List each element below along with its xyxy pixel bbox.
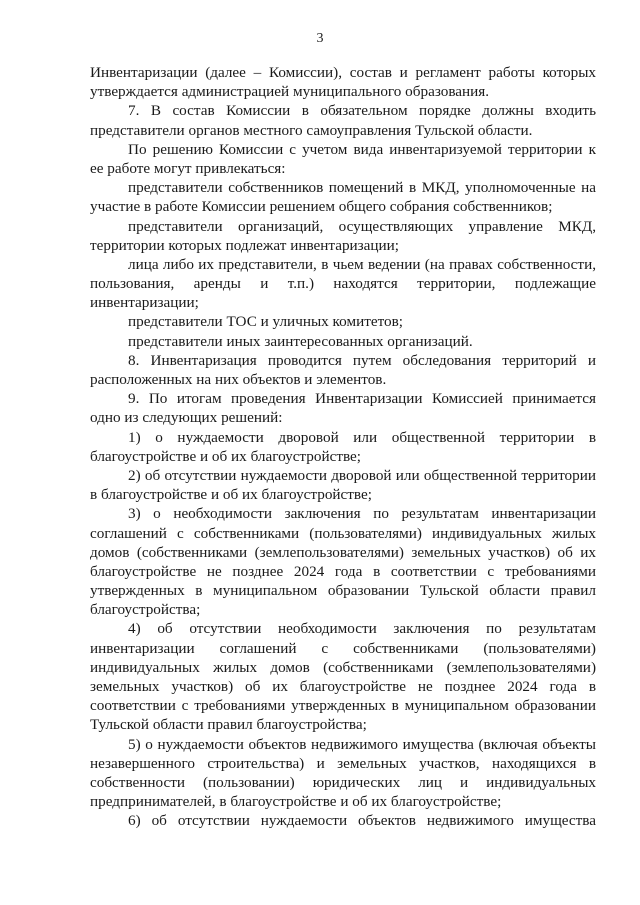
- text-line: ее работе могут привлекаться:: [90, 159, 286, 177]
- text-line: лица либо их представители, в чьем ведении (на правах собственности,: [128, 255, 596, 273]
- text-line: Тульской области правил благоустройства;: [90, 716, 367, 734]
- text-line: 9. По итогам проведения Инвентаризации Комиссией принимается: [128, 390, 596, 408]
- text-line: расположенных на них объектов и элементов.: [90, 371, 387, 388]
- text-line: благоустройстве не позднее 2024 года в соответствии с требованиями: [90, 562, 596, 580]
- page-number: 3: [316, 31, 324, 46]
- text-line: представители организаций, осуществляющих управление МКД,: [128, 217, 596, 235]
- text-line: одно из следующих решений:: [90, 409, 283, 427]
- text-line: представители иных заинтересованных организаций.: [128, 332, 473, 350]
- text-line: По решению Комиссии с учетом вида инвентаризуемой территории к: [128, 140, 596, 158]
- text-line: 7. В состав Комиссии в обязательном порядке должны входить: [128, 102, 596, 120]
- text-line: инвентаризации;: [90, 294, 199, 312]
- text-line: соглашений с собственниками (пользователями) индивидуальных жилых: [90, 524, 596, 542]
- text-line: соответствии с требованиями утвержденных в муниципальном образовании: [90, 697, 596, 715]
- text-line: представители органов местного самоуправления Тульской области.: [90, 121, 533, 139]
- text-line: утвержденных в муниципальном образовании Тульской области правил: [90, 582, 596, 600]
- text-line: 3) о необходимости заключения по результатам инвентаризации: [128, 505, 596, 523]
- text-line: участие в работе Комиссии решением общего собрания собственников;: [90, 198, 553, 216]
- text-line: 4) об отсутствии необходимости заключения по результатам: [128, 620, 596, 638]
- text-line: территории которых подлежат инвентаризации;: [90, 236, 400, 254]
- document-body: [90, 63, 596, 831]
- text-line: индивидуальных жилых домов (собственниками (землепользователями): [90, 658, 596, 676]
- text-line: Инвентаризации (далее – Комиссии), состав и регламент работы которых: [90, 64, 596, 81]
- text-line: инвентаризации соглашений с собственниками (пользователями): [90, 639, 596, 657]
- text-line: 8. Инвентаризация проводится путем обследования территорий и: [128, 351, 596, 369]
- text-line: предпринимателей, в благоустройстве и об их благоустройстве;: [90, 793, 502, 811]
- text-line: представители собственников помещений в МКД, уполномоченные на: [128, 179, 596, 197]
- text-line: незавершенного строительства) и земельных участков, находящихся в: [90, 754, 596, 772]
- text-line: земельных участков) об их благоустройстве не позднее 2024 года в: [90, 678, 596, 695]
- text-line: пользования, аренды и т.п.) находятся территории, подлежащие: [90, 275, 596, 293]
- text-line: 5) о нуждаемости объектов недвижимого имущества (включая объекты: [128, 735, 596, 753]
- text-line: собственности (пользовании) юридических лиц и индивидуальных: [90, 773, 596, 791]
- text-line: благоустройства;: [90, 601, 201, 619]
- text-line: 1) о нуждаемости дворовой или общественной территории в: [128, 428, 596, 446]
- text-line: в благоустройстве и об их благоустройстве;: [90, 486, 372, 504]
- text-line: 6) об отсутствии нуждаемости объектов недвижимого имущества: [128, 812, 596, 830]
- text-line: 2) об отсутствии нуждаемости дворовой или общественной территории: [128, 466, 596, 484]
- text-line: представители ТОС и уличных комитетов;: [128, 313, 403, 331]
- text-line: домов (собственниками (землепользователями) земельных участков) об их: [90, 543, 596, 561]
- text-line: благоустройстве и об их благоустройстве;: [90, 447, 361, 465]
- text-line: утверждается администрацией муниципального образования.: [90, 83, 490, 101]
